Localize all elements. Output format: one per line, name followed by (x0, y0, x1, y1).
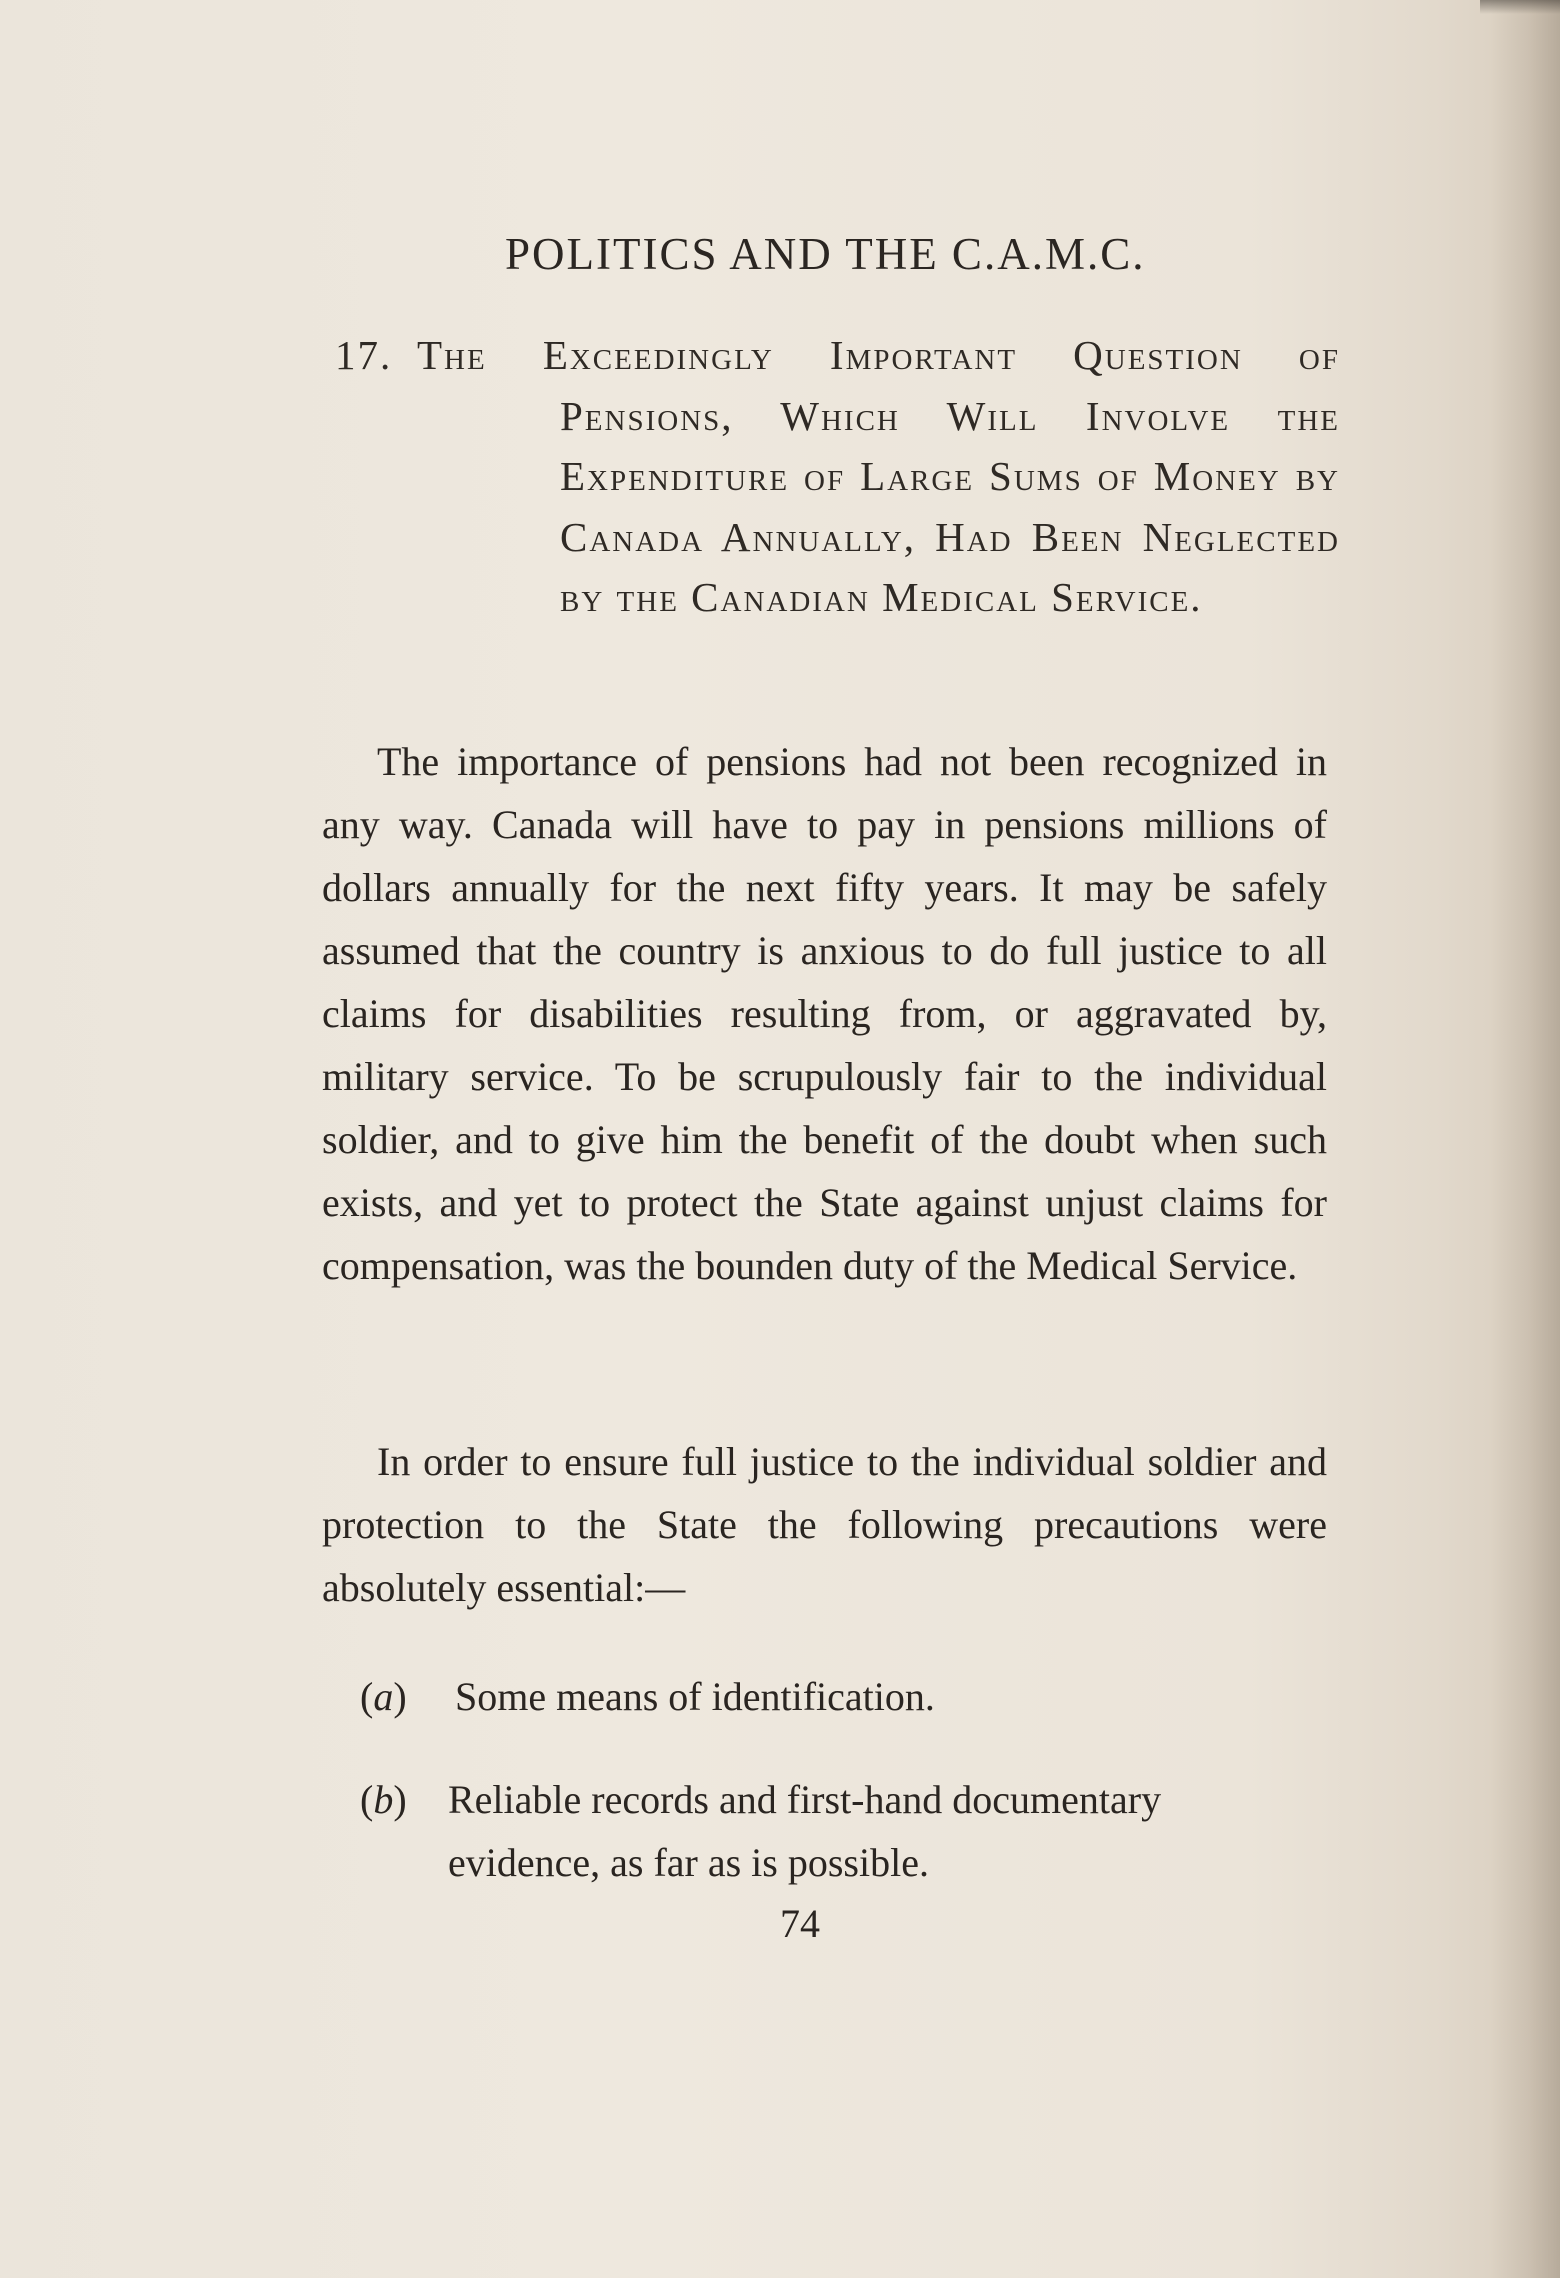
page-number: 74 (780, 1901, 820, 1946)
list-item-label: (b) (360, 1777, 407, 1822)
paragraph-text: The importance of pensions had not been recognized in any way. Canada will have to pay in pensions millions of dollars annually for the next fifty years. It may be safely assumed that the country is anxious to do full justice to all claims for disabilities resulting from, or aggravated by, military service. To be scrupulously fair to the individual soldier, and to give him the benefit of the doubt when such exists, and yet to protect the State against unjust claims for compensation, was the bounden duty of the Medical Service. (322, 739, 1327, 1288)
page-edge-shadow (1490, 0, 1560, 2278)
paragraph (322, 730, 1327, 1297)
section-number: 17. (335, 332, 393, 378)
list-item-label: (a) (360, 1674, 407, 1719)
paragraph-text: In order to ensure full justice to the individual soldier and protection to the State the following precautions were absolutely essential:— (322, 1439, 1327, 1610)
section-heading (335, 325, 1340, 628)
paragraph (322, 1430, 1327, 1619)
list-item (360, 1665, 1320, 1728)
list-item-text: Some means of identification. (455, 1674, 935, 1719)
running-head: POLITICS AND THE C.A.M.C. (505, 229, 1146, 279)
list-item-text: Reliable records and first-hand documentary evidence, as far as is possible. (448, 1777, 1162, 1885)
section-title: The Exceedingly Important Question of Pensions, Which Will Involve the Expenditure of Large Sums of Money by Canada Annually, Had Been Neglected by the Canadian Medical Service. (417, 332, 1340, 620)
page-corner-shadow (1480, 0, 1560, 14)
list-item (360, 1768, 1320, 1894)
